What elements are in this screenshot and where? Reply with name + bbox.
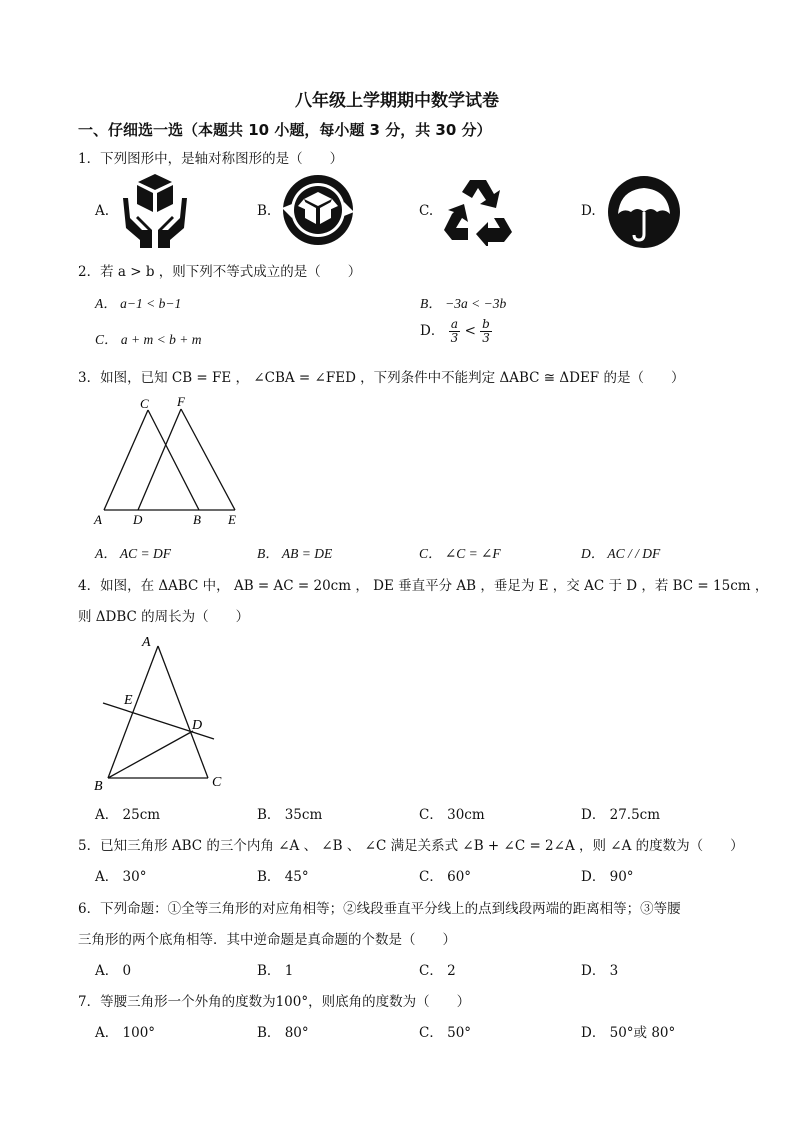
q6-option-a[interactable]: A． 0 [95, 963, 132, 979]
q2-option-d[interactable] [420, 318, 492, 345]
label-C: C [212, 775, 222, 790]
label-E: E [228, 512, 236, 527]
label-B: B [94, 779, 103, 794]
q6-option-c[interactable]: C． 2 [419, 963, 456, 979]
frac-den: 3 [450, 331, 459, 345]
q7-option-a[interactable]: A． 100° [95, 1025, 156, 1041]
question-6-stem-line1: 6．下列命题：①全等三角形的对应角相等；②线段垂直平分线上的点到线段两端的距离相等；③等腰 [78, 901, 681, 917]
fraction-a-over-3 [449, 318, 461, 345]
q5-option-a[interactable]: A． 30° [95, 869, 147, 885]
q4-triangle-figure [88, 628, 238, 794]
recycle-box-icon [280, 172, 356, 248]
question-3-stem: 3．如图，已知 CB = FE ， ∠CBA = ∠FED ，下列条件中不能判定 ΔABC ≅ ΔDEF 的是（ ） [78, 370, 685, 386]
q7-option-d[interactable]: D． 50°或 80° [581, 1025, 676, 1041]
q2-option-d-label: D． [420, 323, 445, 339]
frac-num: a [449, 318, 461, 332]
q3-triangle-figure [88, 392, 248, 530]
q1-option-a[interactable]: A. [95, 203, 110, 219]
label-C: C [140, 396, 149, 411]
q4-option-d[interactable]: D． 27.5cm [581, 807, 661, 823]
q4-option-a[interactable]: A． 25cm [95, 807, 161, 823]
question-1-stem: 1．下列图形中，是轴对称图形的是（ ） [78, 151, 344, 167]
q2-option-c[interactable]: C． a + m < b + m [95, 332, 202, 347]
question-4-stem-line1: 4．如图，在 ΔABC 中， AB = AC = 20cm ， DE 垂直平分 AB ，垂足为 E ，交 AC 于 D ，若 BC = 15cm ， [78, 578, 769, 594]
label-A: A [142, 635, 151, 650]
less-than: < [464, 323, 476, 339]
label-D: D [133, 512, 143, 527]
question-4-stem-line2: 则 ΔDBC 的周长为（ ） [78, 609, 250, 625]
question-7-stem: 7．等腰三角形一个外角的度数为100°，则底角的度数为（ ） [78, 994, 471, 1010]
q7-option-b[interactable]: B． 80° [257, 1025, 309, 1041]
q6-option-b[interactable]: B． 1 [257, 963, 294, 979]
q5-option-d[interactable]: D． 90° [581, 869, 634, 885]
umbrella-icon [606, 174, 682, 250]
label-E: E [124, 693, 133, 708]
q4-option-b[interactable]: B． 35cm [257, 807, 323, 823]
q1-option-c[interactable]: C. [419, 203, 434, 219]
page-title: 八年级上学期期中数学试卷 [295, 91, 499, 111]
q3-option-a[interactable]: A． AC = DF [95, 546, 171, 561]
question-2-stem: 2．若 a > b ，则下列不等式成立的是（ ） [78, 264, 362, 280]
q3-option-b[interactable]: B． AB = DE [257, 546, 333, 561]
q3-option-c[interactable]: C． ∠C = ∠F [419, 546, 501, 561]
section-heading: 一、仔细选一选（本题共 10 小题，每小题 3 分，共 30 分） [78, 121, 492, 139]
label-A: A [94, 512, 102, 527]
label-B: B [193, 512, 201, 527]
recycle-icon [442, 174, 514, 246]
q3-option-d[interactable]: D． AC / / DF [581, 546, 661, 561]
q2-option-b[interactable]: B． −3a < −3b [420, 296, 507, 311]
q7-option-c[interactable]: C． 50° [419, 1025, 472, 1041]
label-D: D [192, 718, 203, 733]
question-6-stem-line2: 三角形的两个底角相等．其中逆命题是真命题的个数是（ ） [78, 932, 456, 948]
q5-option-c[interactable]: C． 60° [419, 869, 472, 885]
q2-option-a[interactable]: A． a−1 < b−1 [95, 296, 182, 311]
question-5-stem: 5．已知三角形 ABC 的三个内角 ∠A 、 ∠B 、 ∠C 满足关系式 ∠B + ∠C = 2∠A ，则 ∠A 的度数为（ ） [78, 838, 744, 854]
q1-option-d[interactable]: D. [581, 203, 596, 219]
frac-den: 3 [482, 331, 490, 345]
q5-option-b[interactable]: B． 45° [257, 869, 309, 885]
q1-option-b[interactable]: B. [257, 203, 272, 219]
fraction-b-over-3 [480, 318, 492, 345]
q6-option-d[interactable]: D． 3 [581, 963, 619, 979]
label-F: F [177, 394, 185, 409]
hands-box-icon [118, 172, 192, 250]
frac-num: b [482, 317, 490, 331]
q4-option-c[interactable]: C． 30cm [419, 807, 485, 823]
